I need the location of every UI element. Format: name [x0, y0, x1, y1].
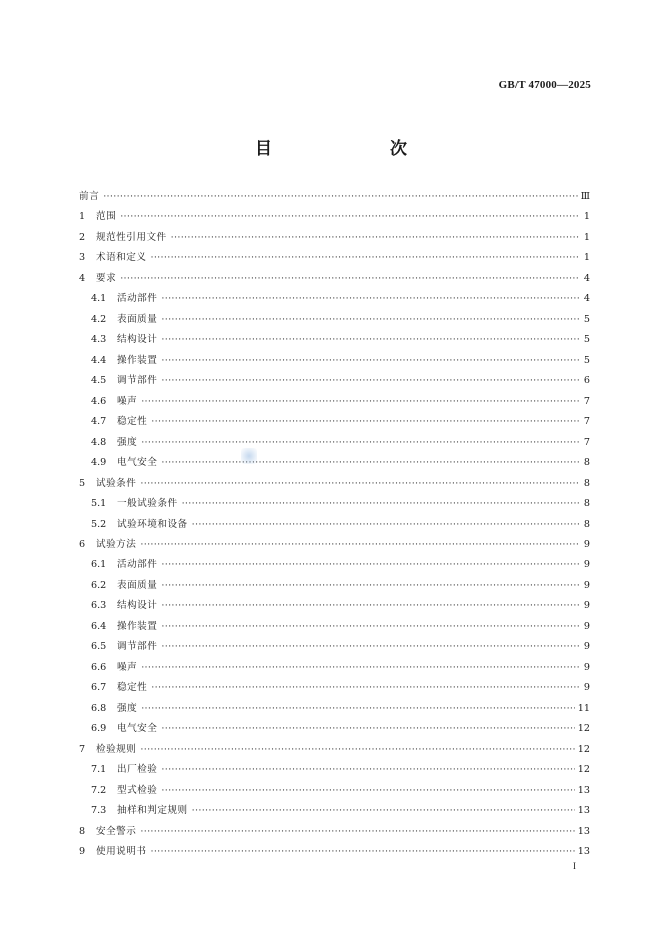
toc-entry-page: 12 [577, 743, 590, 755]
toc-entry-number: 2 [79, 231, 86, 243]
toc-entry-label: 抽样和判定规则 [117, 805, 188, 817]
dot-leader [161, 289, 579, 309]
toc-entry-label: 要求 [96, 272, 117, 284]
toc-entry-number: 6.1 [91, 559, 107, 571]
dot-leader [151, 412, 579, 432]
toc-entry-number: 6.2 [91, 579, 107, 591]
toc-entry-label: 试验条件 [96, 477, 137, 489]
toc-entry-label: 强度 [117, 436, 138, 448]
toc-entry-page: 4 [583, 272, 590, 284]
toc-entry[interactable] [79, 740, 590, 760]
toc-entry-page: 6 [583, 375, 590, 387]
toc-entry-label: 规范性引用文件 [96, 231, 167, 243]
toc-entry-label: 结构设计 [117, 600, 158, 612]
dot-leader [161, 576, 579, 596]
toc-entry-number: 4.3 [91, 334, 107, 346]
toc-entry-label: 术语和定义 [96, 252, 147, 264]
toc-entry[interactable] [79, 637, 590, 657]
toc-entry-number: 9 [79, 846, 86, 857]
toc-entry[interactable] [79, 617, 590, 637]
toc-entry-label: 操作装置 [117, 620, 158, 632]
toc-entry-number: 4.6 [91, 395, 107, 407]
toc-entry-page: 5 [583, 354, 590, 366]
toc-entry-page: 8 [583, 498, 590, 510]
dot-leader [161, 555, 579, 575]
toc-entry-label: 表面质量 [117, 313, 158, 325]
dot-leader [161, 719, 574, 739]
toc-entry-label: 使用说明书 [96, 846, 147, 857]
toc-title: 目 次 [255, 139, 435, 159]
toc-entry-number: 4.7 [91, 416, 107, 428]
toc-entry-page: 9 [583, 620, 590, 632]
toc-entry-number: 4.2 [91, 313, 107, 325]
toc-entry-number: 3 [79, 252, 86, 264]
toc-entry-page: 1 [583, 231, 590, 243]
dot-leader [141, 699, 575, 719]
toc-entry-page: 8 [583, 457, 590, 469]
dot-leader [141, 392, 579, 412]
toc-entry[interactable] [79, 801, 590, 821]
toc-entry-page: 13 [577, 784, 590, 796]
toc-entry-number: 7.3 [91, 805, 107, 817]
dot-leader [161, 453, 579, 473]
toc-entry-label: 稳定性 [117, 682, 148, 694]
dot-leader [161, 351, 579, 371]
toc-entry-page: 7 [583, 416, 590, 428]
dot-leader [161, 371, 579, 391]
dot-leader [150, 248, 579, 268]
toc-entry-label: 范围 [96, 211, 117, 223]
toc-entry[interactable] [79, 678, 590, 698]
toc-entry-number: 4.9 [91, 457, 107, 469]
toc-entry[interactable] [79, 310, 590, 330]
toc-entry[interactable] [79, 351, 590, 371]
toc-entry-label: 噪声 [117, 395, 138, 407]
dot-leader [140, 474, 579, 494]
toc-entry[interactable] [79, 269, 590, 289]
toc-entry[interactable] [79, 658, 590, 678]
toc-entry-number: 4.1 [91, 293, 107, 305]
toc-entry[interactable] [79, 474, 590, 494]
dot-leader [150, 842, 574, 862]
toc-entry-number: 7.2 [91, 784, 107, 796]
toc-entry[interactable] [79, 453, 590, 473]
toc-entry-page: 5 [583, 334, 590, 346]
toc-entry-page: 11 [577, 702, 590, 714]
toc-entry-label: 型式检验 [117, 784, 158, 796]
toc-entry[interactable] [79, 330, 590, 350]
toc-entry-label: 试验方法 [96, 538, 137, 550]
dot-leader [192, 515, 579, 535]
toc-entry[interactable] [79, 576, 590, 596]
toc-entry[interactable] [79, 842, 590, 862]
toc-entry-page: 9 [583, 600, 590, 612]
toc-entry-page: 12 [577, 764, 590, 776]
page-folio: I [573, 861, 576, 871]
dot-leader [161, 760, 574, 780]
toc-entry-number: 7 [79, 743, 86, 755]
toc-entry-label: 检验规则 [96, 743, 137, 755]
toc-entry-label: 电气安全 [117, 457, 158, 469]
toc-entry-number: 4.8 [91, 436, 107, 448]
toc-entry[interactable] [79, 392, 590, 412]
toc-entry-number: 5.1 [91, 498, 107, 510]
dot-leader [161, 781, 574, 801]
toc-entry-page: 9 [583, 559, 590, 571]
dot-leader [192, 801, 575, 821]
toc-entry-label: 调节部件 [117, 375, 158, 387]
toc-entry-page: 7 [583, 395, 590, 407]
toc-entry[interactable] [79, 781, 590, 801]
toc-entry-number: 5.2 [91, 518, 107, 530]
toc-entry-label: 试验环境和设备 [117, 518, 188, 530]
toc-entry[interactable] [79, 228, 590, 248]
toc-entry-number: 6.8 [91, 702, 107, 714]
toc-entry-label: 活动部件 [117, 559, 158, 571]
toc-entry[interactable] [79, 699, 590, 719]
toc-entry[interactable] [79, 248, 590, 268]
toc-entry[interactable] [79, 207, 590, 227]
toc-entry-page: 8 [583, 477, 590, 489]
toc-entry-page: 9 [583, 661, 590, 673]
toc-entry-number: 6.9 [91, 723, 107, 735]
toc-entry-number: 6.4 [91, 620, 107, 632]
toc-entry-page: 9 [583, 538, 590, 550]
toc-entry-label: 强度 [117, 702, 138, 714]
toc-entry-number: 6.3 [91, 600, 107, 612]
toc-entry[interactable] [79, 822, 590, 842]
toc-entry-page: 9 [583, 682, 590, 694]
toc-entry[interactable] [79, 535, 590, 555]
dot-leader [161, 596, 579, 616]
toc-entry-page: 7 [583, 436, 590, 448]
dot-leader [103, 187, 578, 207]
toc-entry-number: 7.1 [91, 764, 107, 776]
dot-leader [120, 269, 579, 289]
toc-entry-page: 1 [583, 252, 590, 264]
toc-entry-page: 4 [583, 293, 590, 305]
toc-entry[interactable] [79, 515, 590, 535]
toc-entry-page: 1 [583, 211, 590, 223]
dot-leader [141, 658, 579, 678]
toc-entry-page: Ⅲ [580, 191, 590, 202]
toc-entry-label: 表面质量 [117, 579, 158, 591]
dot-leader [161, 617, 579, 637]
toc-entry[interactable] [79, 412, 590, 432]
dot-leader [161, 310, 579, 330]
dot-leader [140, 535, 579, 555]
toc-entry[interactable] [79, 289, 590, 309]
dot-leader [120, 207, 579, 227]
dot-leader [140, 740, 574, 760]
toc-entry-page: 13 [577, 805, 590, 817]
toc-entry-label: 操作装置 [117, 354, 158, 366]
dot-leader [151, 678, 579, 698]
toc-entry[interactable] [79, 719, 590, 739]
toc-entry[interactable] [79, 494, 590, 514]
toc-entry[interactable] [79, 371, 590, 391]
toc-entry[interactable] [79, 187, 590, 207]
toc-entry-page: 9 [583, 579, 590, 591]
toc-entry[interactable] [79, 596, 590, 616]
toc-entry-label: 电气安全 [117, 723, 158, 735]
toc-entry-label: 一般试验条件 [117, 498, 178, 510]
toc-entry-label: 出厂检验 [117, 764, 158, 776]
toc-entry[interactable] [79, 555, 590, 575]
standard-number: GB/T 47000—2025 [498, 79, 591, 91]
toc-entry-number: 6.6 [91, 661, 107, 673]
toc-entry-page: 13 [577, 846, 590, 857]
toc-entry-label: 安全警示 [96, 825, 137, 837]
toc-entry[interactable] [79, 433, 590, 453]
toc-entry-label: 结构设计 [117, 334, 158, 346]
toc-entry-number: 6.5 [91, 641, 107, 653]
toc-entry-number: 4 [79, 272, 86, 284]
toc-entry-label: 稳定性 [117, 416, 148, 428]
table-of-contents [79, 187, 590, 862]
toc-entry-page: 8 [583, 518, 590, 530]
toc-entry[interactable] [79, 760, 590, 780]
toc-entry-page: 12 [577, 723, 590, 735]
toc-entry-number: 8 [79, 825, 86, 837]
watermark-mark [241, 448, 257, 464]
toc-entry-label: 前言 [79, 191, 100, 202]
dot-leader [140, 822, 574, 842]
dot-leader [171, 228, 579, 248]
toc-entry-number: 4.4 [91, 354, 107, 366]
toc-entry-number: 6 [79, 538, 86, 550]
dot-leader [141, 433, 579, 453]
toc-entry-page: 5 [583, 313, 590, 325]
toc-entry-number: 6.7 [91, 682, 107, 694]
toc-entry-number: 1 [79, 211, 86, 223]
toc-entry-page: 13 [577, 825, 590, 837]
toc-entry-number: 5 [79, 477, 86, 489]
toc-entry-number: 4.5 [91, 375, 107, 387]
dot-leader [182, 494, 579, 514]
toc-entry-label: 噪声 [117, 661, 138, 673]
toc-entry-label: 活动部件 [117, 293, 158, 305]
dot-leader [161, 330, 579, 350]
dot-leader [161, 637, 579, 657]
toc-entry-label: 调节部件 [117, 641, 158, 653]
toc-entry-page: 9 [583, 641, 590, 653]
